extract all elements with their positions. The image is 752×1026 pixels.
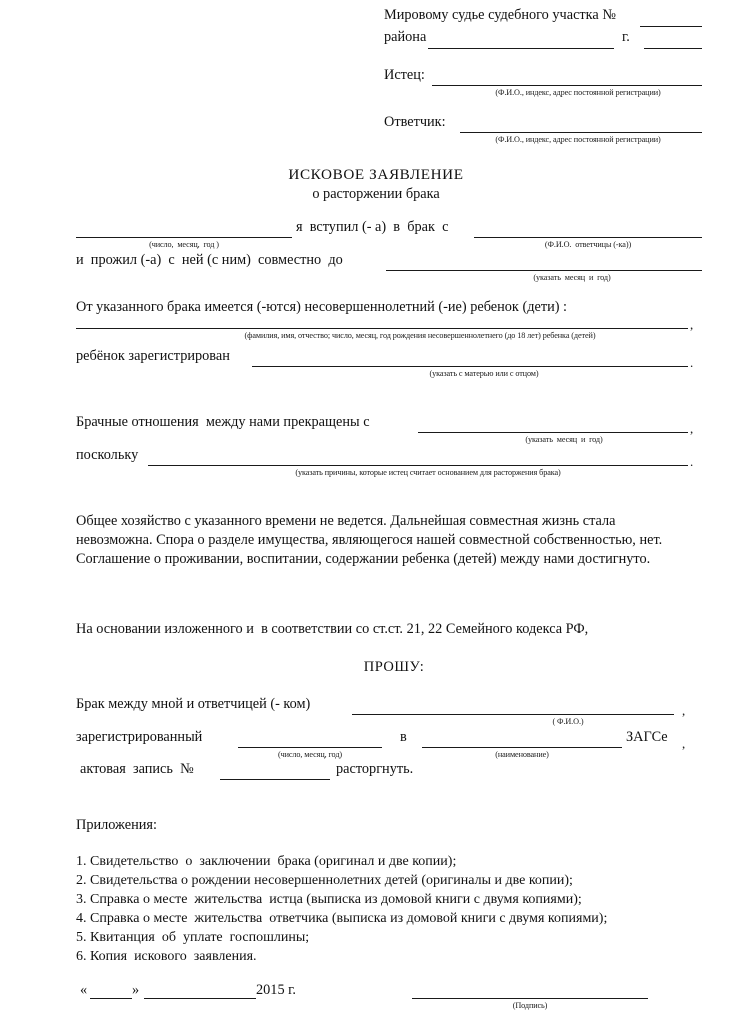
plaintiff-rule[interactable]	[432, 85, 702, 86]
request-spouse-hint: ( Ф.И.О.)	[552, 717, 584, 726]
court-number-rule[interactable]	[640, 26, 702, 27]
registered-date-rule[interactable]	[238, 747, 382, 748]
attachment-item-2: 2. Свидетельства о рождении несовершеннолетних детей (оригиналы и две копии);	[76, 873, 573, 888]
children-names-trailing-comma: ,	[690, 317, 694, 332]
entered-marriage-text: я вступил (- а) в брак с	[296, 219, 449, 235]
registered-office-hint: (наименование)	[495, 750, 549, 759]
request-heading: ПРОШУ:	[363, 659, 425, 675]
signature-rule[interactable]	[412, 998, 648, 999]
request-spouse-trailing-comma: ,	[682, 703, 686, 718]
registered-date-hint: (число, месяц, год)	[277, 750, 343, 759]
date-quote-open: «	[80, 982, 88, 998]
city-abbr-label: г.	[622, 29, 630, 45]
attachment-item-3: 3. Справка о месте жительства истца (выписка из домовой книги с двумя копиями);	[76, 892, 582, 907]
date-quote-close: »	[132, 982, 140, 998]
body-paragraph: Общее хозяйство с указанного времени не ведется. Дальнейшая совместная жизнь стала невозможна. Спора о разделе имущества, являющегося нашей совместной собственностью, нет. Соглашение о проживании, воспитании, содержании ребенка (детей) между нами достигнуто.	[76, 513, 663, 568]
because-hint: (указать причины, которые истец считает основанием для расторжения брака)	[295, 468, 561, 477]
children-names-hint: (фамилия, имя, отчество; число, месяц, год рождения несовершеннолетнего (до 18 лет) ребенка (детей)	[244, 331, 596, 340]
dissolve-text: расторгнуть.	[336, 761, 414, 777]
child-registered-trailing-period: .	[690, 355, 694, 370]
legal-basis-text: На основании изложенного и в соответствии со ст.ст. 21, 22 Семейного кодекса РФ,	[76, 621, 589, 637]
request-spouse-rule[interactable]	[352, 714, 674, 715]
because-trailing-period: .	[690, 454, 694, 469]
children-names-rule[interactable]	[76, 328, 688, 329]
zags-label: ЗАГСе	[626, 729, 668, 745]
child-registered-rule[interactable]	[252, 366, 688, 367]
city-rule[interactable]	[644, 48, 702, 49]
lived-until-hint: (указать месяц и год)	[533, 273, 611, 282]
child-registered-hint: (указать с матерью или с отцом)	[429, 369, 539, 378]
attachments-heading: Приложения:	[76, 817, 157, 833]
attachment-item-1: 1. Свидетельство о заключении брака (оригинал и две копии);	[76, 854, 457, 869]
attachment-item-5: 5. Квитанция об уплате госпошлины;	[76, 930, 310, 945]
child-registered-label: ребёнок зарегистрирован	[76, 348, 230, 364]
lived-together-text: и прожил (-а) с ней (с ним) совместно до	[76, 252, 343, 268]
record-number-rule[interactable]	[220, 779, 330, 780]
date-month-rule[interactable]	[144, 998, 256, 999]
relations-ceased-hint: (указать месяц и год)	[525, 435, 603, 444]
defendant-rule[interactable]	[460, 132, 702, 133]
registered-label: зарегистрированный	[76, 729, 203, 745]
attachment-item-4: 4. Справка о месте жительства ответчика (выписка из домовой книги с двумя копиями);	[76, 911, 608, 926]
plaintiff-hint: (Ф.И.О., индекс, адрес постоянной регистрации)	[495, 88, 661, 97]
registered-office-rule[interactable]	[422, 747, 622, 748]
relations-ceased-label: Брачные отношения между нами прекращены с	[76, 414, 370, 430]
zags-trailing-comma: ,	[682, 736, 686, 751]
page-title: ИСКОВОЕ ЗАЯВЛЕНИЕ	[288, 166, 464, 183]
children-intro-text: От указанного брака имеется (-ются) несовершеннолетний (-ие) ребенок (дети) :	[76, 299, 568, 315]
registered-in-label: в	[400, 729, 407, 745]
defendant-label: Ответчик:	[384, 114, 446, 130]
lived-until-rule[interactable]	[386, 270, 702, 271]
plaintiff-label: Истец:	[384, 67, 425, 83]
district-rule[interactable]	[428, 48, 614, 49]
because-rule[interactable]	[148, 465, 688, 466]
district-label: района	[384, 29, 427, 45]
date-year-label: 2015 г.	[256, 982, 296, 998]
marriage-date-hint: (число, месяц, год )	[149, 240, 219, 249]
request-spouse-label: Брак между мной и ответчицей (- ком)	[76, 696, 311, 712]
relations-ceased-trailing-comma: ,	[690, 421, 694, 436]
date-day-rule[interactable]	[90, 998, 132, 999]
signature-hint: (Подпись)	[512, 1001, 548, 1010]
because-label: поскольку	[76, 447, 139, 463]
defendant-hint: (Ф.И.О., индекс, адрес постоянной регистрации)	[495, 135, 661, 144]
spouse-name-rule[interactable]	[474, 237, 702, 238]
marriage-date-rule[interactable]	[76, 237, 292, 238]
page-subtitle: о расторжении брака	[312, 186, 440, 202]
spouse-name-hint: (Ф.И.О. ответчицы (-ка))	[544, 240, 632, 249]
court-addressee-line: Мировому судье судебного участка №	[384, 7, 616, 23]
attachment-item-6: 6. Копия искового заявления.	[76, 949, 257, 964]
record-number-label: актовая запись №	[80, 761, 194, 777]
relations-ceased-rule[interactable]	[418, 432, 688, 433]
